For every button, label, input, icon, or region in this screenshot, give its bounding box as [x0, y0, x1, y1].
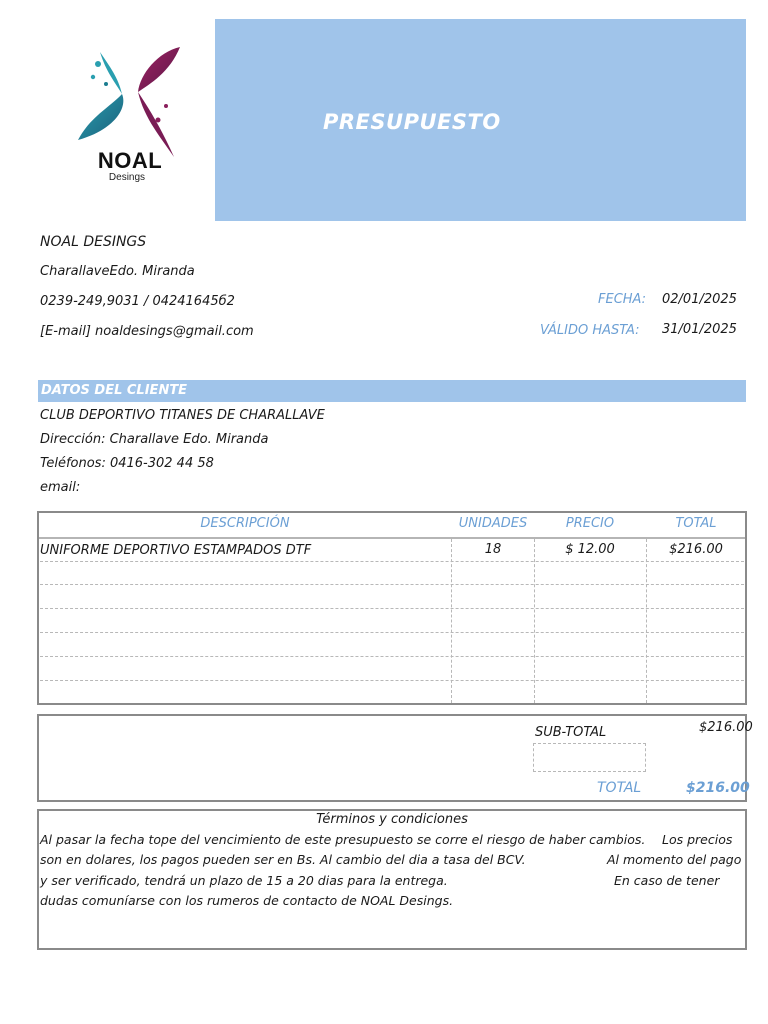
company-name: NOAL DESINGS [40, 234, 147, 250]
valid-until-value: 31/01/2025 [662, 322, 737, 337]
client-phones: Teléfonos: 0416-302 44 58 [40, 456, 214, 471]
date-label: FECHA: [598, 292, 647, 307]
row-divider [40, 561, 744, 562]
terms-line: y ser verificado, tendrá un plazo de 15 a 20 dias para la entrega. [40, 873, 448, 888]
row-divider [40, 584, 744, 585]
row-divider [40, 680, 744, 681]
column-header-price: PRECIO [565, 516, 615, 531]
terms-line: son en dolares, los pagos pueden ser en Bs. Al cambio del dia a tasa del BCV. [40, 852, 526, 867]
column-header-description: DESCRIPCIÓN [200, 516, 290, 531]
row-divider [40, 656, 744, 657]
item-units: 18 [484, 542, 502, 557]
subtotal-value: $216.00 [699, 720, 753, 735]
column-header-units: UNIDADES [458, 516, 528, 531]
subtotal-label: SUB-TOTAL [535, 725, 607, 740]
terms-line: Al pasar la fecha tope del vencimiento de este presupuesto se corre el riesgo de haber cambios. [40, 832, 646, 847]
total-value: $216.00 [686, 780, 750, 796]
logo-name: NOAL [97, 148, 163, 173]
client-section-title: DATOS DEL CLIENTE [41, 383, 188, 398]
date-value: 02/01/2025 [662, 292, 737, 307]
client-name: CLUB DEPORTIVO TITANES DE CHARALLAVE [40, 408, 325, 423]
client-section-header [38, 380, 746, 402]
item-price: $ 12.00 [565, 542, 615, 557]
valid-until-label: VÁLIDO HASTA: [540, 323, 640, 338]
company-phones: 0239-249,9031 / 04241645б2 [40, 294, 235, 309]
document-title: PRESUPUESTO [323, 110, 501, 134]
logo-subtitle: Desings [108, 172, 146, 183]
company-email: [E-mail] noaldesings@gmail.com [40, 324, 254, 339]
item-total: $216.00 [669, 542, 723, 557]
terms-title: Términos y condiciones [316, 812, 468, 827]
client-email: email: [40, 480, 81, 495]
column-divider [534, 539, 535, 703]
row-divider [40, 608, 744, 609]
terms-line: dudas comuníarse con los rumeros de contacto de NOAL Desings. [40, 893, 454, 908]
terms-line: En caso de tener [614, 873, 720, 888]
company-address: CharallaveEdo. Miranda [40, 264, 195, 279]
client-address: Dirección: Charallave Edo. Miranda [40, 432, 269, 447]
item-description: UNIFORME DEPORTIVO ESTAMPADOS DTF [40, 543, 312, 558]
column-divider [646, 539, 647, 703]
subtotal-field [533, 743, 646, 772]
column-divider [451, 539, 452, 703]
terms-line: Al momento del pago [607, 852, 742, 867]
table-header-divider [39, 537, 745, 539]
terms-line: Los precios [662, 832, 733, 847]
column-header-total: TOTAL [675, 516, 717, 531]
row-divider [40, 632, 744, 633]
total-label: TOTAL [597, 780, 642, 796]
